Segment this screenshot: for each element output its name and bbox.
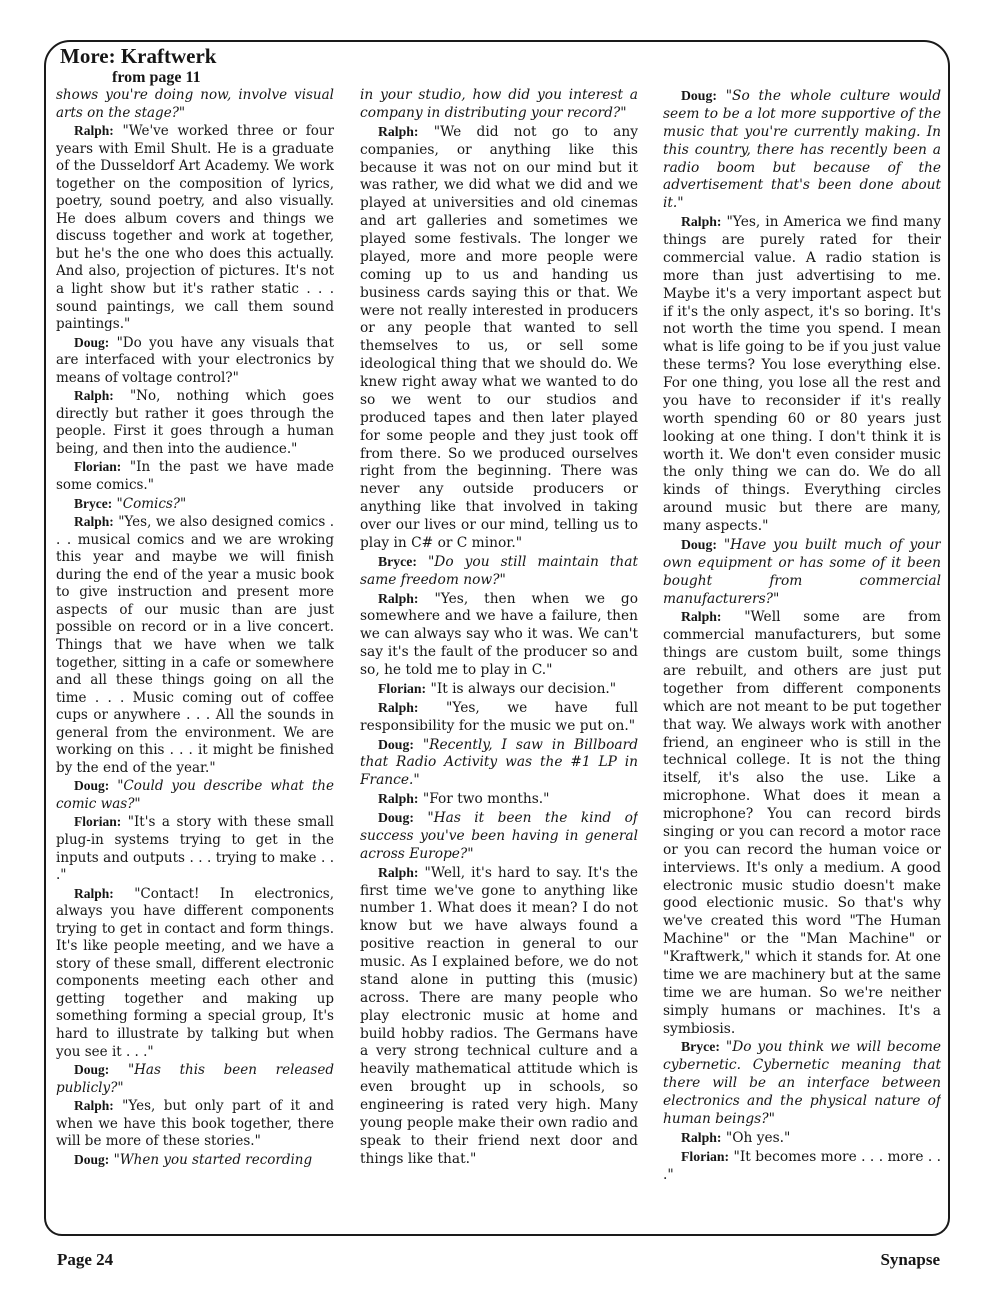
interview-answer: "No, nothing which goes directly but rather it goes through the people. First it goes through a human being, and then into the audience." xyxy=(56,388,334,457)
interview-paragraph xyxy=(360,736,638,791)
interview-paragraph xyxy=(360,864,638,1169)
interview-answer: "Oh yes." xyxy=(725,1129,791,1146)
interview-answer: "Well some are from commercial manufacturers, but some things are custom built, some things are rebuilt, and others are just put together from different components which are not meant to be put together that way. We always work with another friend, an engineer who is still in the technical college. It is not the thing itself, it's also the use. Like a microphone. What does it mean a microphone? You can record birds singing or you can record a motor race or you can record the human voice or interviews. It's only a medium. A good electronic music studio doesn't make good electionic music. So that's why we've created this word "The Human Machine" or the "Man Machine" or "Kraftwerk," which it stands for. At one time we are machinery but at the same time we are human. So we're neither simply humans or machines. It's a symbiosis. xyxy=(663,609,941,1037)
speaker-name: Ralph: xyxy=(378,791,419,807)
interview-answer: "Yes, in America we find many things are purely rated for their commercial value. A radio station is more than just advertising to me. Maybe it's a very important aspect but if it's the only aspect, it's so boring. It's not worth the time you spend. I mean what is life going to be if you just value these terms? You lose everything else. For one thing, you lose all the rest and you have to reconsider if it's really worth spending 60 or 80 years just looking at one thing. I don't think it is worth it. We don't even consider music the only thing we can do. We do all kinds of things. Everything circles around music but there are many, many aspects." xyxy=(663,214,941,534)
interviewer-question: "Do you think we will become cybernetic. Cybernetic meaning that there will be an interface between electronics and the physical nature of human beings?" xyxy=(663,1039,941,1127)
interview-paragraph xyxy=(663,1038,941,1128)
speaker-name: Bryce: xyxy=(378,553,417,569)
speaker-name: Ralph: xyxy=(74,1098,114,1114)
publication-name: Synapse xyxy=(880,1250,940,1269)
interview-answer: "It's a story with these small plug-in systems trying to get in the inputs and outputs . . . trying to make . . ." xyxy=(56,814,334,884)
interview-answer: "Do you have any visuals that are interfaced with your electronics by means of voltage control?" xyxy=(56,334,334,386)
speaker-name: Bryce: xyxy=(74,495,113,511)
interview-answer: "Yes, but only part of it and when we have this book together, there will be more of these stories." xyxy=(56,1098,334,1150)
speaker-name: Ralph: xyxy=(378,864,419,880)
interview-answer: "It becomes more . . . more . . ." xyxy=(663,1148,941,1183)
continued-from-label: from page 11 xyxy=(112,69,201,86)
interview-paragraph xyxy=(56,122,334,334)
interview-paragraph xyxy=(56,1151,334,1170)
speaker-name: Ralph: xyxy=(74,388,114,404)
interviewer-question: "When you started recording xyxy=(113,1151,313,1168)
interview-answer: "Yes, then when we go somewhere and we have a failure, then we can always say who it was. We can't say it's the fault of the producer so and so, he told me to play in C." xyxy=(360,590,638,678)
interview-paragraph xyxy=(360,123,638,553)
interview-answer: "Well, it's hard to say. It's the first time we've gone to anything like number 1. What does it mean? I do not know but we have always found a positive reaction in general to our music. As I explained before, we do not stand alone in putting this (music) across. There are many people who play electronic music at home and build hobby radios. The Germans have a very strong technical culture and a heavily mathematical attitude which is even brought up in schools, so engineering is rated very high. Many young people make their own radio and speak to their friend next door and things like that." xyxy=(360,864,638,1167)
interview-answer: "We did not go to any companies, or anything like this because it was not on our mind but it was rather, we did what we did and we played at universities and old cinemas and art galleries and sometimes we played some festivals. The longer we played, more and more people were coming up to us and handing us business cards saying this or that. We were not really interested in producers or any people that wanted to sell themselves to us, or sell some ideological thing that we should do. We knew right away what we wanted to do so we went to our studios and produced tapes and then later played for some people and they just took off from there. So we produced ourselves right from the beginning. There was never any outside producers or anything like that involved in taking over our lives or our mind, telling us to play in C# or C minor." xyxy=(360,123,638,551)
interview-paragraph xyxy=(360,699,638,736)
interviewer-question: "Has this been released publicly?" xyxy=(56,1062,334,1096)
speaker-name: Florian: xyxy=(74,814,122,830)
interview-answer: "For two months." xyxy=(422,791,550,808)
interview-answer: "We've worked three or four years with Emil Shult. He is a graduate of the Dusseldorf Art Academy. We work together on the composition of lyrics, poetry, sound poetry, and also visually. He does album covers and things we discuss together and work at together, but he's the one who does this actually. And also, projection of pictures. It's not a light show but it's rather static . . . sound paintings, we call them sound paintings." xyxy=(56,123,334,333)
interview-answer: "Contact! In electronics, always you have different components trying to get in contact and form things. It's like people meeting, and we have a story of these small, different electronic components meeting each other and getting together and making up something forming a special group, It's hard to illustrate by talking but when you see it . . ." xyxy=(56,885,334,1060)
interview-paragraph xyxy=(663,1129,941,1148)
interviewer-question: "Has it been the kind of success you've been having in general across Europe?" xyxy=(360,810,638,862)
speaker-name: Doug: xyxy=(378,810,414,825)
speaker-name: Doug: xyxy=(74,1062,110,1078)
interview-paragraph xyxy=(663,1148,941,1185)
interview-paragraph xyxy=(56,334,334,388)
interviewer-question: shows you're doing now, involve visual arts on the stage?" xyxy=(56,87,334,121)
interviewer-question: "Comics?" xyxy=(116,495,187,512)
interview-paragraph xyxy=(360,87,638,123)
interview-paragraph xyxy=(56,495,334,514)
interviewer-question: "So the whole culture would seem to be a lot more supportive of the music that you're currently making. In this country, there has recently been a radio boom but because of the advertisement that's been done about it." xyxy=(663,88,941,212)
speaker-name: Ralph: xyxy=(681,214,722,230)
interview-paragraph xyxy=(56,813,334,884)
speaker-name: Ralph: xyxy=(681,609,722,625)
article-title: More: Kraftwerk xyxy=(60,44,217,68)
interview-paragraph xyxy=(56,885,334,1061)
speaker-name: Doug: xyxy=(681,88,717,103)
speaker-name: Doug: xyxy=(378,736,414,752)
page-number: Page 24 xyxy=(57,1250,114,1269)
speaker-name: Bryce: xyxy=(681,1039,720,1055)
interview-paragraph xyxy=(56,1061,334,1097)
interview-paragraph xyxy=(663,213,941,536)
speaker-name: Doug: xyxy=(681,536,717,552)
speaker-name: Ralph: xyxy=(74,885,114,901)
interview-paragraph xyxy=(360,790,638,809)
speaker-name: Doug: xyxy=(74,1151,110,1167)
interview-paragraph xyxy=(56,458,334,494)
interview-paragraph xyxy=(663,608,941,1038)
interview-paragraph xyxy=(56,387,334,458)
interview-paragraph xyxy=(56,513,334,777)
text-column-1 xyxy=(56,87,334,1199)
interview-paragraph xyxy=(663,87,941,213)
interview-paragraph xyxy=(360,680,638,699)
interview-paragraph xyxy=(360,590,638,680)
speaker-name: Ralph: xyxy=(681,1129,722,1145)
speaker-name: Ralph: xyxy=(378,123,419,139)
interview-answer: "In the past we have made some comics." xyxy=(56,459,334,494)
interviewer-question: "Could you describe what the comic was?" xyxy=(56,778,334,812)
text-column-2 xyxy=(360,87,638,1199)
interview-paragraph xyxy=(360,553,638,590)
interviewer-question: "Do you still maintain that same freedom now?" xyxy=(360,553,638,588)
interview-answer: "Yes, we also designed comics . . . musical comics and we are wroking this year and maybe we will finish during the end of the year a music book to give instruction and present more aspects of our music than are just possible on record or in a live concert. Things that we have when we talk together, sitting in a cafe or somewhere and all these things going on all the time . . . Music coming out of coffee cups or anywhere . . . All the sounds in general from the environment. We are working on this . . . it might be finished by the end of the year." xyxy=(56,514,334,776)
interview-paragraph xyxy=(56,1097,334,1151)
speaker-name: Florian: xyxy=(74,459,122,475)
interviewer-question: "Have you built much of your own equipment or has some of it been bought from commercial manufacturers?" xyxy=(663,536,941,607)
interview-answer: "It is always our decision." xyxy=(430,680,617,697)
interview-paragraph xyxy=(56,87,334,122)
interviewer-question: in your studio, how did you interest a company in distributing your record?" xyxy=(360,87,638,121)
interview-paragraph xyxy=(663,536,941,609)
speaker-name: Ralph: xyxy=(74,123,114,139)
interviewer-question: "Recently, I saw in Billboard that Radio Activity was the #1 LP in France." xyxy=(360,736,638,789)
speaker-name: Ralph: xyxy=(74,514,114,530)
speaker-name: Doug: xyxy=(74,778,110,794)
speaker-name: Ralph: xyxy=(378,699,419,715)
interview-paragraph xyxy=(56,777,334,813)
interview-paragraph xyxy=(360,809,638,864)
speaker-name: Ralph: xyxy=(378,590,419,606)
speaker-name: Doug: xyxy=(74,334,110,350)
speaker-name: Florian: xyxy=(681,1148,730,1164)
speaker-name: Florian: xyxy=(378,680,427,696)
text-column-3 xyxy=(663,87,941,1199)
article-heading xyxy=(60,44,216,88)
interview-answer: "Yes, we have full responsibility for the music we put on." xyxy=(360,699,638,734)
